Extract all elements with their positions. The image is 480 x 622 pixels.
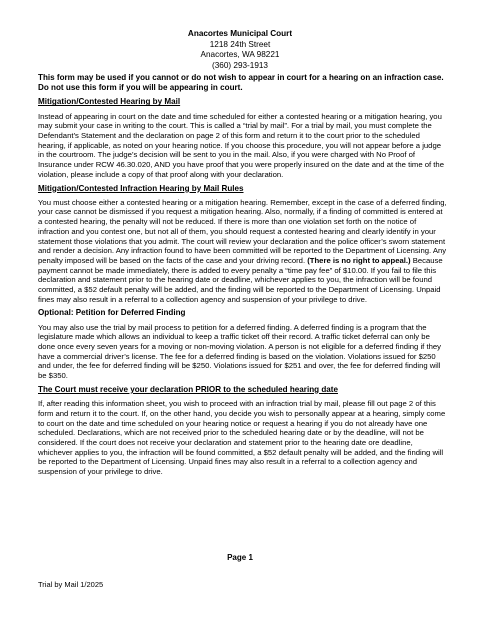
rules-text-part-2: Because payment cannot be made immediately, there is added to every penalty a “time pay fee” of $10.00. If you fail to file this declaration and statement prior to the hearing date or deadline, whichever applies to you, the infraction will be found committed, a $52 default penalty will be added, and the finding will be reported to the Department of Licensing. Unpaid fines may also result in a referral to a collection agency and suspension of your privilege to drive. [38, 255, 443, 304]
intro-notice: This form may be used if you cannot or do not wish to appear in court for a hearing on an infraction case. Do not use this form if you will be appearing in court. [38, 73, 444, 93]
document-body [38, 73, 448, 481]
section-body-rules [38, 198, 448, 305]
rules-text-part-1: You must choose either a contested hearing or a mitigation hearing. Remember, except in the case of a deferred finding, your case cannot be dismissed if you request a mitigation hearing. Also, normally, if a finding of committed is entered at a contested hearing, the penalty will not be reduced. If there is more than one violation set forth on the notice of infraction and you contest one, but not all of them, you should request a contested hearing and clearly identify in your statement those violations that you admit. The court will review your declaration and the police officer’s sworn statement and render a decision. Any infraction found to have been committed will be reported to the Department of Licensing. Any penalty imposed will be based on the facts of the case and your driving record. [38, 197, 447, 265]
section-body-deferred: You may also use the trial by mail process to petition for a deferred finding. A deferred finding is a program that the legislature made which allows an individual to keep a traffic ticket off their record. A traffic ticket deferral can only be done once every seven years for a moving or non-moving violation. A person is not eligible for a deferred finding if they have a commercial driver’s license. The fee for a deferred finding is based on the violation. Violations issued for $250 and under, the fee for deferred finding will be $250. Violations issued for $251 and over, the fee for deferred finding will be $350. [38, 322, 441, 381]
section-heading-mitigation-by-mail: Mitigation/Contested Hearing by Mail [38, 97, 181, 107]
court-phone: (360) 293-1913 [212, 60, 268, 70]
court-name: Anacortes Municipal Court [187, 29, 293, 38]
section-body-deadline: If, after reading this information sheet, you wish to proceed with an infraction trial by mail, please fill out page 2 of this form and return it to the court. If, on the other hand, you decide you wish to personally appear at a hearing, simply come to court on the date and time scheduled on your hearing notice or request a hearing if you do not already have one scheduled. Declarations, which are not received prior to the scheduled hearing date or by the deadline, will not be considered. If the court does not receive your declaration and statement prior to the hearing date ore deadline, whichever applies to you, the infraction will be found committed, a $52 default penalty will be added, and the finding will be reported to the Department of Licensing. Unpaid fines may also result in a referral to a collection agency and suspension of your privilege to drive. [38, 399, 446, 477]
page-number: Page 1 [227, 553, 253, 562]
section-heading-deferred: Optional: Petition for Deferred Finding [38, 308, 186, 318]
section-body-mitigation-by-mail: Instead of appearing in court on the date and time scheduled for either a contested hearing or a mitigation hearing, you may submit your case in writing to the court. This is called a “trial by mail”. For a trial by mail, you must complete the Defendant’s Statement and the declaration on page 2 of this form and return it to the court prior to the scheduled hearing, if applicable, as noted on your hearing notice. If you choose this procedure, you will not appear before a judge in the courtroom. The judge’s decision will be sent to you in the mail. Also, if you were charged with No Proof of Insurance under RCW 46.30.020, AND you have proof that you were properly insured on the date and at the time of the violation, please include a copy of that proof along with your declaration. [38, 111, 444, 179]
section-heading-deadline: The Court must receive your declaration PRIOR to the scheduled hearing date [38, 384, 338, 394]
no-appeal-note: (There is no right to appeal.) [307, 255, 411, 265]
form-footer: Trial by Mail 1/2025 [38, 580, 104, 589]
court-street: 1218 24th Street [209, 39, 271, 49]
section-heading-rules: Mitigation/Contested Infraction Hearing by Mail Rules [38, 183, 244, 193]
court-header [0, 29, 480, 71]
court-city: Anacortes, WA 98221 [200, 50, 280, 59]
